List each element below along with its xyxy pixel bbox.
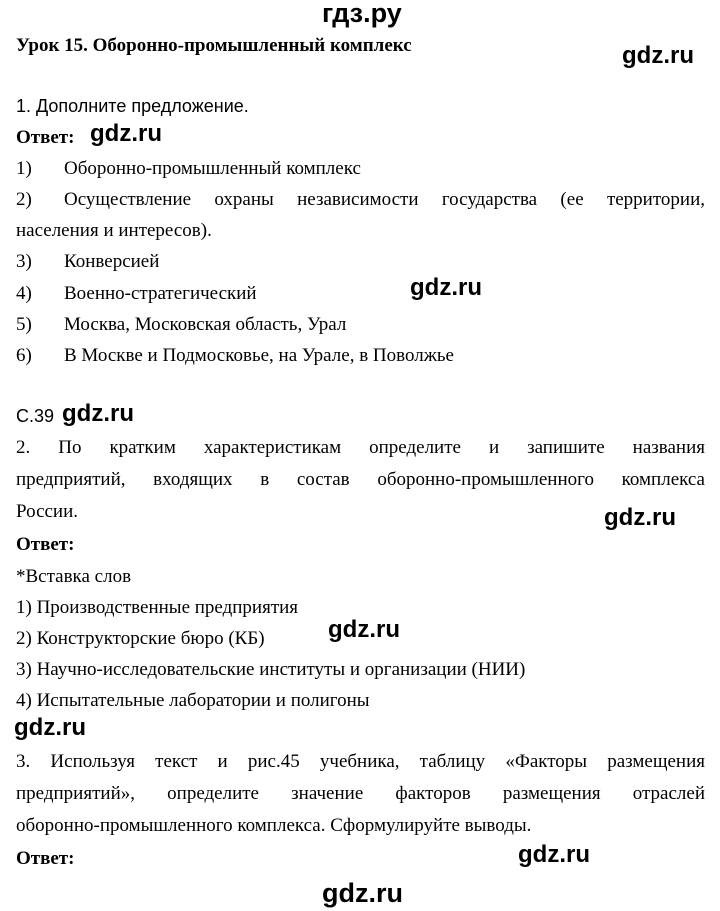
list-item: 4) Испытательные лаборатории и полигоны xyxy=(16,690,370,711)
watermark: gdz.ru xyxy=(328,616,400,643)
list-item: 3) Научно-исследовательские институты и организации (НИИ) xyxy=(16,659,526,680)
item-text: Конверсией xyxy=(64,251,160,272)
watermark: gdz.ru xyxy=(604,504,676,531)
watermark: gdz.ru xyxy=(62,400,134,427)
item-number: 6) xyxy=(16,345,32,366)
list-item: 1) Производственные предприятия xyxy=(16,597,299,618)
watermark: gdz.ru xyxy=(90,120,162,147)
item-text: Военно-стратегический xyxy=(64,283,257,304)
item-number: 2) xyxy=(16,189,32,210)
task3-prompt-line: оборонно-промышленного комплекса. Сформулируйте выводы. xyxy=(16,815,532,836)
watermark: gdz.ru xyxy=(622,42,694,69)
list-item: 2) Конструкторские бюро (КБ) xyxy=(16,628,265,649)
task3-prompt-line: 3. Используя текст и рис.45 учебника, таблицу «Факторы размещения xyxy=(16,751,705,772)
item-number: 1) xyxy=(16,158,32,179)
task2-prompt-line: 2. По кратким характеристикам определите и запишите названия xyxy=(16,437,705,458)
item-text: Оборонно-промышленный комплекс xyxy=(64,158,361,179)
task1-answer-label: Ответ: xyxy=(16,127,75,148)
item-text: В Москве и Подмосковье, на Урале, в Поволжье xyxy=(64,345,454,366)
item-number: 3) xyxy=(16,251,32,272)
task3-answer-label: Ответ: xyxy=(16,848,75,869)
task3-prompt-line: предприятий», определите значение факторов размещения отраслей xyxy=(16,783,705,804)
task2-note: *Вставка слов xyxy=(16,566,132,587)
item-text-continuation: населения и интересов). xyxy=(16,220,212,241)
watermark: gdz.ru xyxy=(518,841,590,868)
task2-answer-label: Ответ: xyxy=(16,534,75,555)
watermark: gdz.ru xyxy=(14,714,86,741)
task1-prompt: 1. Дополните предложение. xyxy=(16,96,249,116)
item-number: 5) xyxy=(16,314,32,335)
page-title: Урок 15. Оборонно-промышленный комплекс xyxy=(16,35,412,56)
task2-prompt-line: России. xyxy=(16,501,79,522)
watermark: gdz.ru xyxy=(410,274,482,301)
watermark-bottom: gdz.ru xyxy=(322,878,403,908)
watermark-top: гдз.ру xyxy=(322,0,402,28)
item-text: Москва, Московская область, Урал xyxy=(64,314,347,335)
page-reference: С.39 xyxy=(16,406,55,426)
item-number: 4) xyxy=(16,283,32,304)
task2-prompt-line: предприятий, входящих в состав оборонно-промышленного комплекса xyxy=(16,469,705,490)
item-text: Осуществление охраны независимости государства (ее территории, xyxy=(64,189,705,210)
